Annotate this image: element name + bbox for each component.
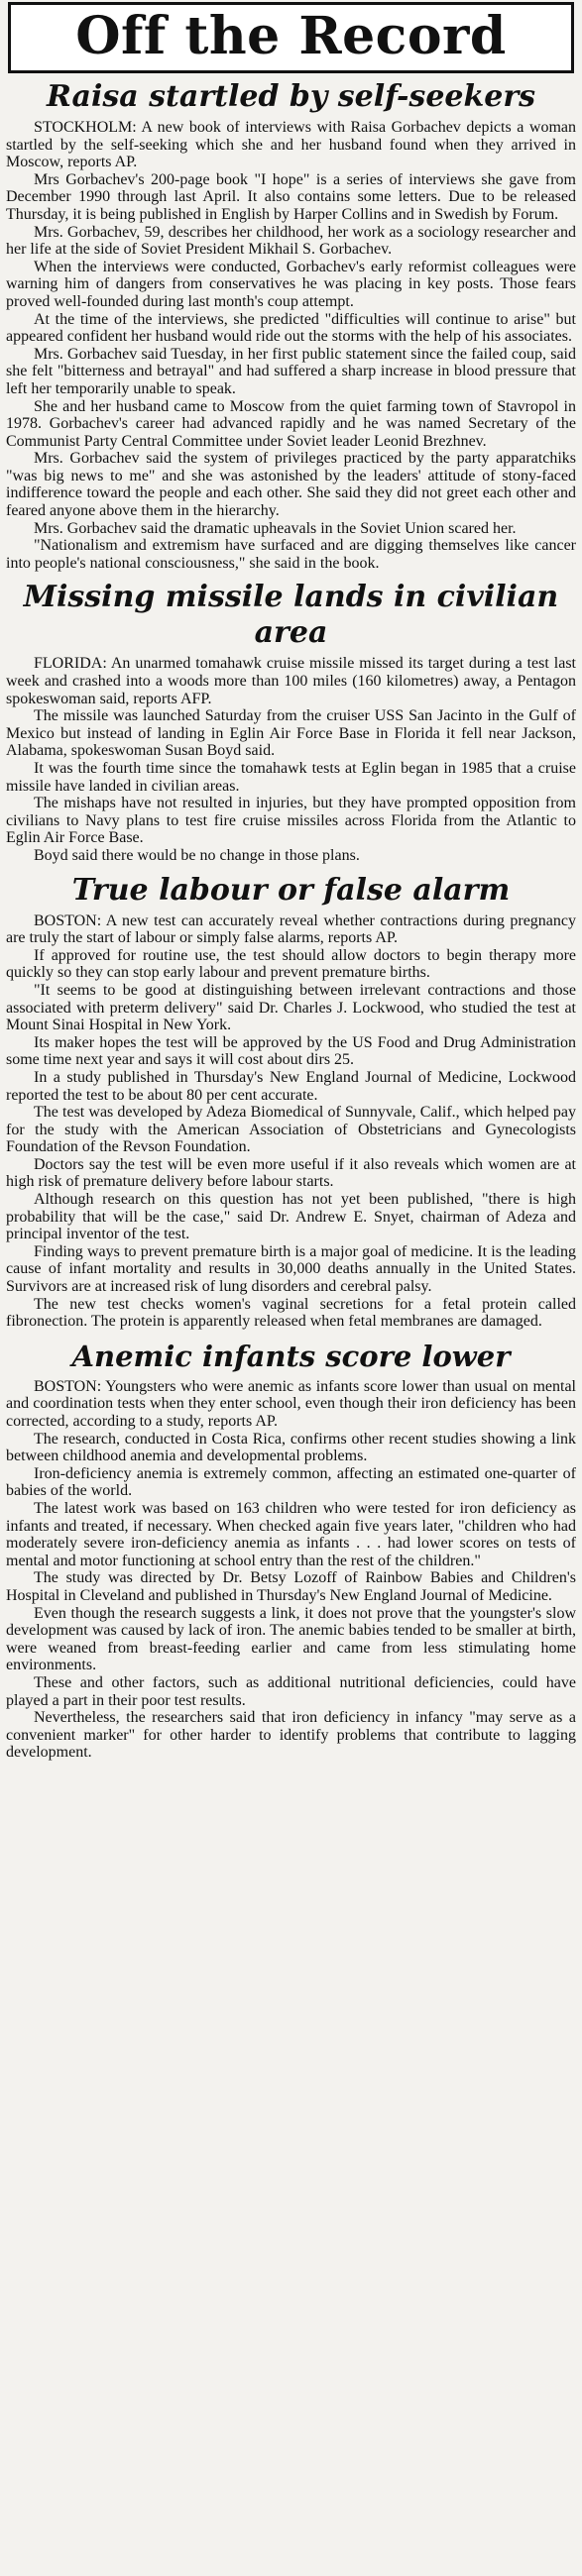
paragraph: If approved for routine use, the test should allow doctors to begin therapy more quickly so they can stop early labour and prevent premature births. [6, 946, 576, 982]
paragraph: The study was directed by Dr. Betsy Lozoff of Rainbow Babies and Children's Hospital in Cleveland and published in Thursday's New England Journal of Medicine. [6, 1569, 576, 1604]
paragraph: At the time of the interviews, she predicted "difficulties will continue to arise" but appeared confident her husband would ride out the storms with the help of his associates. [6, 310, 576, 346]
paragraph: "It seems to be good at distinguishing between irrelevant contractions and those associated with preterm delivery" said Dr. Charles J. Lockwood, who studied the test at Mount Sinai Hospital in New York. [6, 981, 576, 1034]
paragraph: Boyd said there would be no change in those plans. [34, 846, 360, 864]
story-labour [6, 873, 576, 1331]
paragraph: Iron-deficiency anemia is extremely common, affecting an estimated one-quarter of babies of the world. [6, 1464, 576, 1500]
paragraph: STOCKHOLM: A new book of interviews with Raisa Gorbachev depicts a woman startled by the self-seeking which she and her husband found when they arrived in Moscow, reports AP. [6, 119, 576, 171]
paragraph: The latest work was based on 163 children who were tested for iron deficiency as infants and treated, if necessary. When checked again five years later, "children who had moderately severe iron-deficiency anemia as infants . . . had lower scores on tests of mental and motor functioning at school entry than the rest of the children." [6, 1499, 576, 1569]
paragraph: She and her husband came to Moscow from the quiet farming town of Stavropol in 1978. Gorbachev's career had advanced rapidly and he was named Secretary of the Communist Party Central Committee under Soviet leader Leonid Brezhnev. [6, 397, 576, 450]
paragraph: In a study published in Thursday's New England Journal of Medicine, Lockwood reported the test to be about 80 per cent accurate. [6, 1068, 576, 1104]
story-body [6, 119, 576, 572]
paragraph: The new test checks women's vaginal secretions for a fetal protein called fibronection. The protein is apparently released when fetal membranes are damaged. [6, 1295, 576, 1331]
paragraph: Mrs. Gorbachev said the system of privileges practiced by the party apparatchiks "was big news to me" and she was astonished by the leaders' attitude of stony-faced indifference toward the people and each other. She said they did not greet each other and feared anyone above them in the hierarchy. [6, 450, 576, 520]
paragraph: It was the fourth time since the tomahawk tests at Eglin began in 1985 that a cruise missile have landed in civilian areas. [6, 760, 576, 795]
paragraph: Mrs Gorbachev's 200-page book "I hope" is a series of interviews she gave from December 1990 through last April. It also contains some letters. Due to be released Thursday, it is being published in English by Harper Collins and in Swedish by Forum. [6, 170, 576, 223]
masthead-box [8, 2, 574, 73]
story-missile [6, 580, 576, 864]
story-body [6, 912, 576, 1331]
paragraph: The mishaps have not resulted in injuries, but they have prompted opposition from civilians to Navy plans to test fire cruise missiles across Florida from the Atlantic to Eglin Air Force Base. [6, 795, 576, 847]
paragraph: When the interviews were conducted, Gorbachev's early reformist colleagues were warning him of dangers from conservatives he was placing in key posts. Those fears proved well-founded during last month's coup attempt. [6, 258, 576, 310]
paragraph: BOSTON: A new test can accurately reveal whether contractions during pregnancy are truly the start of labour or simply false alarms, reports AP. [6, 912, 576, 947]
paragraph: Nevertheless, the researchers said that iron deficiency in infancy "may serve as a convenient marker" for other harder to identify problems that contribute to lagging development. [6, 1709, 576, 1762]
paragraph: The test was developed by Adeza Biomedical of Sunnyvale, Calif., which helped pay for the study with the American Association of Obstetricians and Gynecologists Foundation of the Revson Foundation. [6, 1104, 576, 1156]
paragraph: Finding ways to prevent premature birth is a major goal of medicine. It is the leading cause of infant mortality and results in 30,000 deaths annually in the United States. Survivors are at increased risk of lung disorders and cerebral palsy. [6, 1242, 576, 1296]
story-body [6, 1378, 576, 1762]
headline: Missing missile lands in civilian area [23, 580, 559, 651]
paragraph: BOSTON: Youngsters who were anemic as infants score lower than usual on mental and coordination tests when they enter school, even though their iron deficiency has been corrected, according to a study, reports AP. [6, 1377, 576, 1430]
paragraph: Even though the research suggests a link, it does not prove that the youngster's slow development was caused by lack of iron. The anemic babies tended to be smaller at birth, were weaned from breast-feeding earlier and came from less stimulating home environments. [6, 1604, 576, 1674]
paragraph: The research, conducted in Costa Rica, confirms other recent studies showing a link between childhood anemia and developmental problems. [6, 1430, 576, 1465]
paragraph: Mrs. Gorbachev said Tuesday, in her first public statement since the failed coup, said she felt "bitterness and betrayal" and had suffered a sharp increase in blood pressure that left her temporarily unable to speak. [6, 345, 576, 397]
headline: Anemic infants score lower [71, 1339, 511, 1373]
headline: True labour or false alarm [71, 872, 511, 908]
paragraph: Its maker hopes the test will be approved by the US Food and Drug Administration some time next year and says it will cost about dirs 25. [6, 1033, 576, 1069]
paragraph: Mrs. Gorbachev said the dramatic upheavals in the Soviet Union scared her. [34, 519, 517, 537]
story-raisa [6, 79, 576, 572]
paragraph: Doctors say the test will be even more useful if it also reveals which women are at high risk of premature delivery before labour starts. [6, 1155, 576, 1191]
paragraph: Although research on this question has not yet been published, "there is high probability that will be the case," said Dr. Andrew E. Snyet, chairman of Adeza and principal inventor of the test. [6, 1191, 576, 1243]
paragraph: "Nationalism and extremism have surfaced and are digging themselves like cancer into people's national consciousness," she said in the book. [6, 537, 576, 572]
paragraph: FLORIDA: An unarmed tomahawk cruise missile missed its target during a test last week and crashed into a woods more than 100 miles (160 kilometres) away, a Pentagon spokeswoman said, reports AFP. [6, 655, 576, 707]
paragraph: Mrs. Gorbachev, 59, describes her childhood, her work as a sociology researcher and her life at the side of Soviet President Mikhail S. Gorbachev. [6, 223, 576, 259]
headline: Raisa startled by self-seekers [46, 79, 536, 114]
story-anemic [6, 1339, 576, 1762]
masthead-title: Off the Record [75, 6, 507, 66]
paragraph: These and other factors, such as additional nutritional deficiencies, could have played a part in their poor test results. [6, 1673, 576, 1709]
story-body [6, 655, 576, 864]
paragraph: The missile was launched Saturday from the cruiser USS San Jacinto in the Gulf of Mexico but instead of landing in Eglin Air Force Base in Florida it fell near Jackson, Alabama, spokeswoman Susan Boyd said. [6, 707, 576, 760]
